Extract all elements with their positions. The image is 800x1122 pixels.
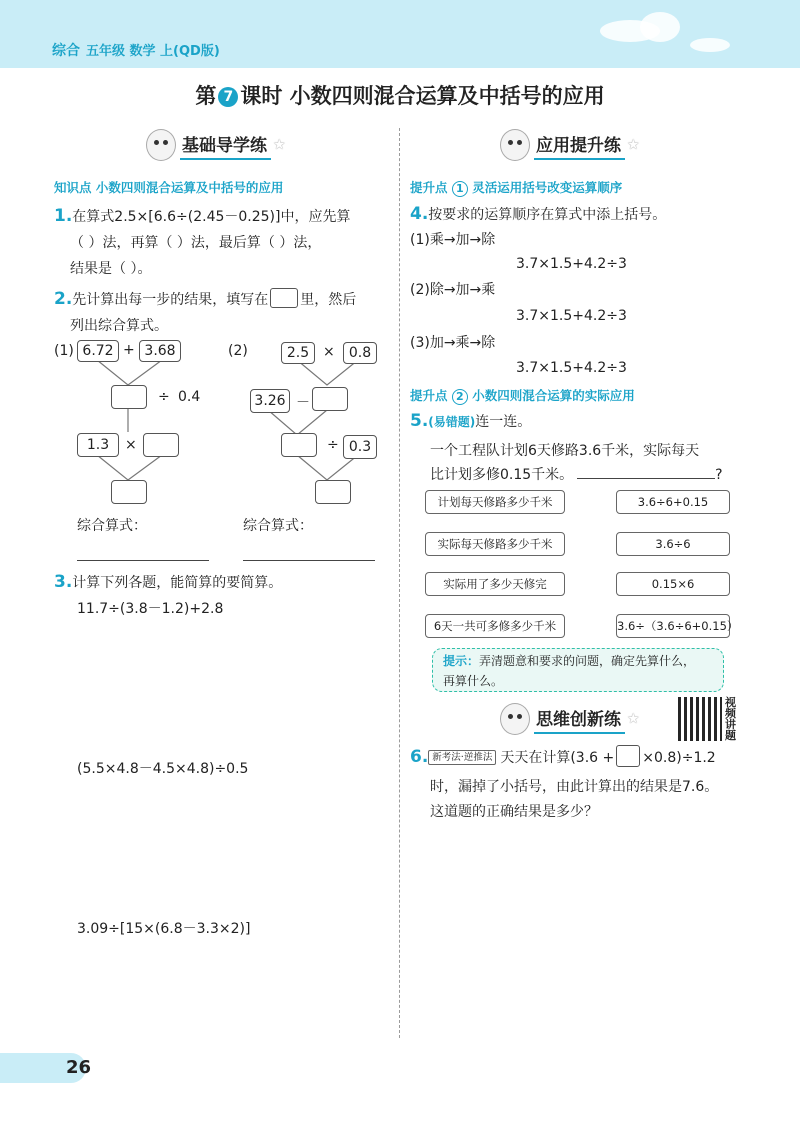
- problem-line-2: 比计划多修0.15千米。 ?: [430, 467, 723, 483]
- order-2: (2)除→加→乘: [410, 282, 496, 298]
- part-1-label: (1): [54, 343, 74, 359]
- given-value-box: 1.3: [77, 433, 119, 457]
- expression-order-1[interactable]: 3.7×1.5+4.2÷3: [516, 256, 627, 272]
- given-value-box: 2.5: [281, 342, 315, 364]
- given-value-box: 3.26: [250, 389, 290, 413]
- answer-box[interactable]: [315, 480, 351, 504]
- mascot-icon: [500, 703, 530, 735]
- expression-order-3[interactable]: 3.7×1.5+4.2÷3: [516, 360, 627, 376]
- order-1: (1)乘→加→除: [410, 232, 496, 248]
- question-5: 5.(易错题)连一连。: [410, 411, 532, 431]
- star-icon: ★: [273, 137, 286, 153]
- given-value-box: 6.72: [77, 340, 119, 362]
- q6-line-2: 时，漏掉了小括号，由此计算出的结果是7.6。: [430, 779, 719, 795]
- improvement-point-1: 提升点 1 灵活运用括号改变运算顺序: [410, 180, 623, 195]
- lesson-number: 7: [218, 87, 238, 107]
- star-icon: ★: [627, 137, 640, 153]
- expression-3: 3.09÷[15×(6.8－3.3×2)]: [77, 921, 251, 937]
- page-number-tab: [0, 1053, 92, 1083]
- star-icon: ★: [627, 711, 640, 727]
- section-head-creative: 思维创新练 ★: [500, 702, 640, 736]
- question-2: 2.先计算出每一步的结果，填写在 里，然后 列出综合算式。: [54, 289, 357, 334]
- answer-box[interactable]: [143, 433, 179, 457]
- grade-subject: 五年级 数学 上(QD版): [86, 44, 220, 59]
- question-1: 1.在算式2.5×[6.6÷(2.45－0.25)]中，应先算 （ ）法，再算（ ）法，最后算（ ）法， 结果是（ ）。: [54, 206, 351, 277]
- answer-box[interactable]: [111, 480, 147, 504]
- improvement-point-2: 提升点 2 小数四则混合运算的实际应用: [410, 388, 635, 403]
- lesson-title: 第 7 课时 小数四则混合运算及中括号的应用: [195, 84, 605, 108]
- order-3: (3)加→乘→除: [410, 335, 496, 351]
- question-blank[interactable]: [577, 478, 715, 479]
- answer-line[interactable]: [243, 560, 375, 561]
- match-right-item[interactable]: 0.15×6: [616, 572, 730, 596]
- method-tag: 新考法·逆推法: [428, 750, 496, 765]
- expression-1: 11.7÷(3.8－1.2)+2.8: [77, 601, 224, 617]
- match-left-item[interactable]: 计划每天修路多少千米: [425, 490, 565, 514]
- question-4: 4.按要求的运算顺序在算式中添上括号。: [410, 204, 667, 224]
- question-3: 3.计算下列各题，能简算的要简算。: [54, 572, 283, 592]
- divide-sign: ÷: [327, 437, 339, 453]
- given-value-box: 0.8: [343, 342, 377, 364]
- q6-line-3: 这道题的正确结果是多少？: [430, 804, 598, 820]
- problem-line-1: 一个工程队计划6天修路3.6千米，实际每天: [430, 443, 700, 459]
- part-2-label: (2): [228, 343, 248, 359]
- times-sign: ×: [323, 344, 335, 360]
- hint-box: 提示：弄清题意和要求的问题，确定先算什么， 再算什么。: [432, 648, 724, 692]
- formula-label: 综合算式：: [77, 518, 147, 534]
- section-head-apply: 应用提升练 ★: [500, 128, 640, 162]
- error-prone-tag: (易错题): [428, 415, 476, 429]
- answer-box[interactable]: [312, 387, 348, 411]
- expression-2: (5.5×4.8－4.5×4.8)÷0.5: [77, 761, 249, 777]
- blank-box[interactable]: [616, 745, 640, 767]
- tree-lines: [0, 0, 400, 520]
- brand-logo: 综合: [52, 43, 80, 59]
- answer-line[interactable]: [77, 560, 209, 561]
- answer-box[interactable]: [111, 385, 147, 409]
- times-sign: ×: [125, 437, 137, 453]
- match-right-item[interactable]: 3.6÷6+0.15: [616, 490, 730, 514]
- qr-code-icon[interactable]: [678, 697, 722, 741]
- match-left-item[interactable]: 6天一共可多修多少千米: [425, 614, 565, 638]
- expression-order-2[interactable]: 3.7×1.5+4.2÷3: [516, 308, 627, 324]
- plus-sign: +: [123, 342, 135, 358]
- question-6: 6. 新考法·逆推法 天天在计算(3.6 + ×0.8)÷1.2: [410, 747, 716, 767]
- given-value-box: 0.3: [343, 435, 377, 459]
- divisor-value: 0.4: [178, 389, 201, 405]
- answer-box[interactable]: [281, 433, 317, 457]
- section-head-basic: 基础导学练 ★: [146, 128, 286, 162]
- match-left-item[interactable]: 实际用了多少天修完: [425, 572, 565, 596]
- knowledge-point: 知识点 小数四则混合运算及中括号的应用: [54, 180, 284, 195]
- given-value-box: 3.68: [139, 340, 181, 362]
- formula-label: 综合算式：: [243, 518, 313, 534]
- mascot-icon: [500, 129, 530, 161]
- minus-sign: －: [296, 395, 310, 411]
- page-number: 26: [66, 1057, 92, 1078]
- match-right-item[interactable]: 3.6÷6: [616, 532, 730, 556]
- match-left-item[interactable]: 实际每天修路多少千米: [425, 532, 565, 556]
- match-right-item[interactable]: 3.6÷（3.6÷6+0.15）: [616, 614, 730, 638]
- video-label: 视频讲题: [725, 696, 736, 742]
- divide-sign: ÷: [158, 389, 170, 405]
